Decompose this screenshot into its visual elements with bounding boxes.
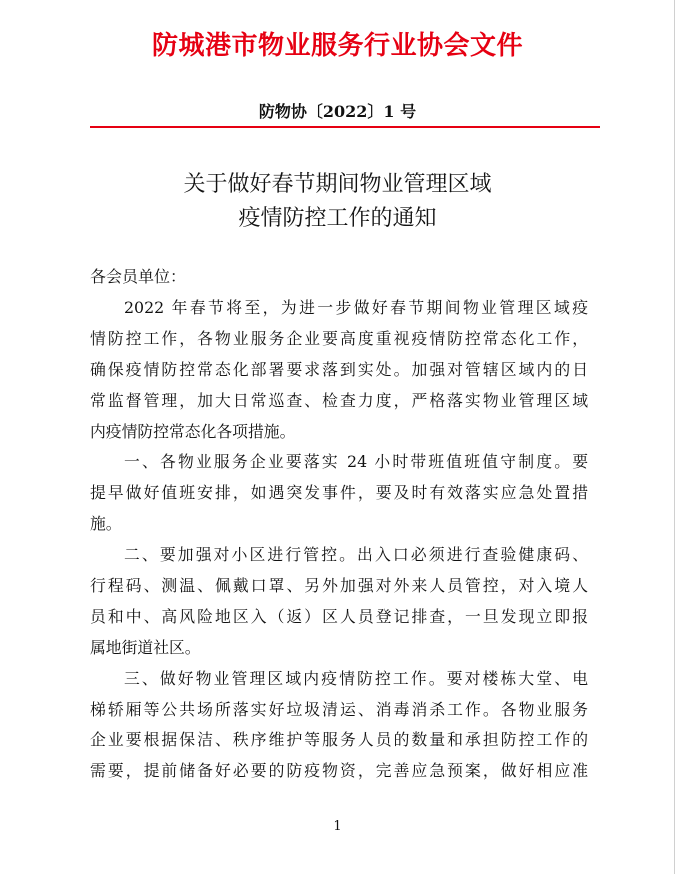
body-line: 内疫情防控常态化各项措施。 [90, 421, 296, 441]
paragraph [90, 540, 588, 664]
title-line-1: 关于做好春节期间物业管理区域 [183, 172, 492, 197]
red-divider-line [90, 126, 600, 128]
salutation: 各会员单位： [90, 267, 187, 286]
document-title [0, 168, 675, 236]
body-line: 二、要加强对小区进行管控。出入口必须进行查验健康码、 [124, 545, 588, 565]
body-line: 确保疫情防控常态化部署要求落到实处。加强对管辖区域内的日 [90, 359, 588, 379]
body-line: 企业要根据保洁、秩序维护等服务人员的数量和承担防控工作的 [90, 730, 588, 750]
body-line: 常监督管理，加大日常巡查、检查力度，严格落实物业管理区域 [90, 390, 588, 410]
paragraph [90, 293, 588, 447]
body-line: 情防控工作，各物业服务企业要高度重视疫情防控常态化工作， [90, 328, 588, 348]
body-line: 一、各物业服务企业要落实 24 小时带班值班值守制度。要 [124, 452, 588, 472]
issuing-org-header: 防城港市物业服务行业协会文件 [151, 31, 523, 61]
body-line: 三、做好物业管理区域内疫情防控工作。要对楼栋大堂、电 [124, 668, 588, 688]
title-line-2: 疫情防控工作的通知 [238, 206, 437, 231]
body-line: 施。 [90, 514, 122, 534]
document-number: 防物协〔2022〕1 号 [258, 102, 417, 121]
body-line: 行程码、测温、佩戴口罩、另外加强对外来人员管控，对入境人 [90, 576, 588, 596]
paragraph [90, 447, 588, 540]
paragraph [90, 664, 588, 788]
body-line: 需要，提前储备好必要的防疫物资，完善应急预案，做好相应准 [90, 761, 588, 781]
body-line: 提早做好值班安排，如遇突发事件，要及时有效落实应急处置措 [90, 483, 588, 503]
body-line: 员和中、高风险地区入（返）区人员登记排查，一旦发现立即报 [90, 606, 588, 626]
body-line: 属地街道社区。 [90, 637, 201, 657]
body-line: 2022 年春节将至，为进一步做好春节期间物业管理区域疫 [124, 298, 588, 317]
page-number: 1 [333, 819, 342, 834]
document-body [90, 293, 588, 787]
body-line: 梯轿厢等公共场所落实好垃圾清运、消毒消杀工作。各物业服务 [90, 699, 588, 719]
